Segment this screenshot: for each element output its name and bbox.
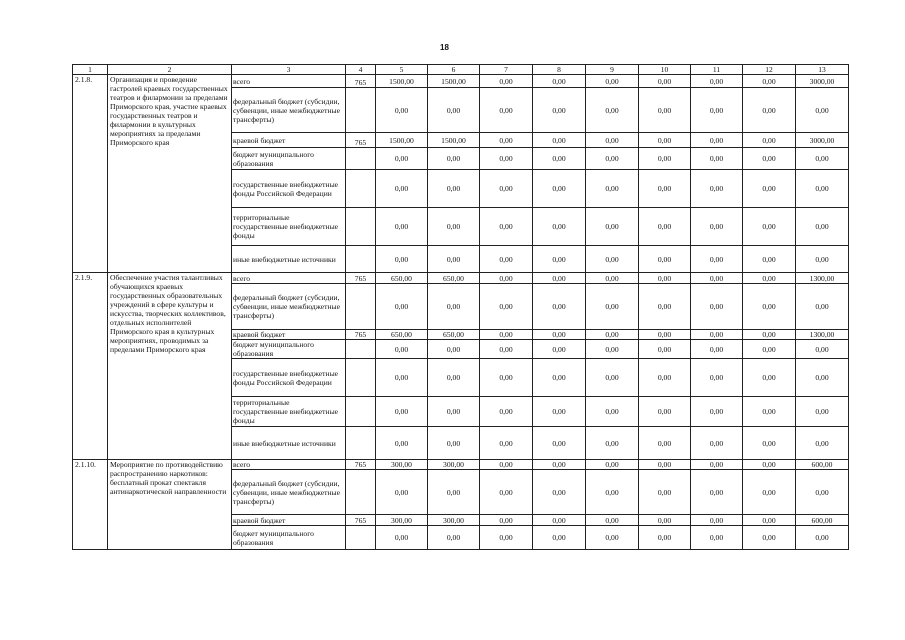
amount-cell: 0,00	[743, 460, 796, 470]
amount-cell: 600,00	[796, 515, 849, 526]
amount-cell: 1300,00	[796, 330, 849, 340]
amount-cell: 0,00	[533, 460, 586, 470]
amount-cell: 1500,00	[376, 133, 428, 148]
amount-cell: 0,00	[428, 470, 480, 515]
amount-cell: 0,00	[428, 284, 480, 330]
amount-cell: 0,00	[639, 133, 691, 148]
budget-code: 765	[346, 75, 376, 88]
funding-source: государственные внебюджетные фонды Российской Федерации	[232, 170, 346, 208]
amount-cell: 650,00	[376, 273, 428, 284]
amount-cell: 0,00	[376, 470, 428, 515]
amount-cell: 0,00	[691, 88, 743, 133]
amount-cell: 0,00	[743, 75, 796, 88]
budget-code	[346, 427, 376, 460]
funding-source: государственные внебюджетные фонды Российской Федерации	[232, 359, 346, 397]
amount-cell: 0,00	[586, 88, 639, 133]
amount-cell: 0,00	[533, 133, 586, 148]
amount-cell: 0,00	[796, 470, 849, 515]
amount-cell: 0,00	[796, 208, 849, 246]
funding-source: всего	[232, 273, 346, 284]
activity-name: Организация и проведение гастролей краевых государственных театров и филармонии за пределами Приморского края, участие краевых государственных театров и филармонии в культурных мероприятиях за пределами Приморского края	[108, 75, 232, 273]
amount-cell: 3000,00	[796, 133, 849, 148]
amount-cell: 0,00	[743, 397, 796, 427]
budget-code: 765	[346, 133, 376, 148]
amount-cell: 0,00	[586, 460, 639, 470]
amount-cell: 0,00	[639, 88, 691, 133]
amount-cell: 0,00	[533, 273, 586, 284]
budget-code: 765	[346, 460, 376, 470]
amount-cell: 0,00	[533, 359, 586, 397]
amount-cell: 0,00	[480, 208, 533, 246]
column-header: 3	[232, 65, 346, 75]
amount-cell: 0,00	[586, 330, 639, 340]
amount-cell: 0,00	[480, 515, 533, 526]
amount-cell: 0,00	[428, 359, 480, 397]
amount-cell: 0,00	[533, 427, 586, 460]
budget-code	[346, 397, 376, 427]
amount-cell: 0,00	[743, 427, 796, 460]
amount-cell: 0,00	[376, 340, 428, 359]
amount-cell: 0,00	[480, 88, 533, 133]
amount-cell: 0,00	[639, 75, 691, 88]
amount-cell: 0,00	[691, 526, 743, 550]
funding-source: федеральный бюджет (субсидии, субвенции, иные межбюджетные трансферты)	[232, 88, 346, 133]
amount-cell: 0,00	[639, 427, 691, 460]
amount-cell: 0,00	[480, 470, 533, 515]
amount-cell: 0,00	[743, 273, 796, 284]
header-row	[73, 65, 849, 75]
budget-code	[346, 526, 376, 550]
budget-code	[346, 208, 376, 246]
amount-cell: 0,00	[428, 427, 480, 460]
amount-cell: 0,00	[480, 526, 533, 550]
amount-cell: 0,00	[480, 359, 533, 397]
amount-cell: 650,00	[428, 330, 480, 340]
amount-cell: 0,00	[586, 515, 639, 526]
amount-cell: 0,00	[376, 88, 428, 133]
amount-cell: 0,00	[743, 208, 796, 246]
amount-cell: 0,00	[533, 88, 586, 133]
budget-code	[346, 470, 376, 515]
funding-source: федеральный бюджет (субсидии, субвенции, иные межбюджетные трансферты)	[232, 284, 346, 330]
budget-table	[72, 64, 849, 550]
amount-cell: 0,00	[691, 330, 743, 340]
amount-cell: 0,00	[586, 148, 639, 170]
amount-cell: 0,00	[428, 88, 480, 133]
budget-code	[346, 340, 376, 359]
amount-cell: 0,00	[743, 284, 796, 330]
amount-cell: 0,00	[691, 246, 743, 273]
amount-cell: 0,00	[376, 170, 428, 208]
amount-cell: 0,00	[639, 330, 691, 340]
amount-cell: 0,00	[376, 246, 428, 273]
amount-cell: 0,00	[691, 133, 743, 148]
amount-cell: 0,00	[428, 148, 480, 170]
amount-cell: 1500,00	[428, 133, 480, 148]
funding-source: федеральный бюджет (субсидии, субвенции, иные межбюджетные трансферты)	[232, 470, 346, 515]
amount-cell: 0,00	[796, 170, 849, 208]
amount-cell: 0,00	[428, 208, 480, 246]
amount-cell: 0,00	[586, 470, 639, 515]
amount-cell: 0,00	[691, 208, 743, 246]
amount-cell: 0,00	[480, 397, 533, 427]
amount-cell: 0,00	[376, 397, 428, 427]
amount-cell: 0,00	[586, 284, 639, 330]
amount-cell: 0,00	[428, 246, 480, 273]
amount-cell: 1500,00	[428, 75, 480, 88]
amount-cell: 650,00	[428, 273, 480, 284]
amount-cell: 0,00	[428, 526, 480, 550]
budget-code: 765	[346, 273, 376, 284]
table-row	[73, 460, 849, 470]
funding-source: всего	[232, 460, 346, 470]
amount-cell: 0,00	[743, 359, 796, 397]
budget-code	[346, 246, 376, 273]
amount-cell: 0,00	[639, 340, 691, 359]
amount-cell: 0,00	[639, 170, 691, 208]
amount-cell: 0,00	[480, 427, 533, 460]
amount-cell: 0,00	[639, 208, 691, 246]
amount-cell: 0,00	[480, 148, 533, 170]
row-number: 2.1.10.	[73, 460, 108, 550]
amount-cell: 0,00	[796, 88, 849, 133]
amount-cell: 0,00	[586, 273, 639, 284]
amount-cell: 0,00	[743, 515, 796, 526]
column-header: 4	[346, 65, 376, 75]
amount-cell: 0,00	[480, 170, 533, 208]
amount-cell: 300,00	[376, 515, 428, 526]
amount-cell: 0,00	[691, 427, 743, 460]
amount-cell: 0,00	[533, 148, 586, 170]
column-header: 10	[639, 65, 691, 75]
amount-cell: 0,00	[480, 273, 533, 284]
amount-cell: 0,00	[533, 340, 586, 359]
budget-code	[346, 359, 376, 397]
column-header: 11	[691, 65, 743, 75]
budget-code: 765	[346, 330, 376, 340]
amount-cell: 650,00	[376, 330, 428, 340]
amount-cell: 0,00	[480, 284, 533, 330]
row-number: 2.1.9.	[73, 273, 108, 460]
amount-cell: 0,00	[691, 515, 743, 526]
amount-cell: 0,00	[743, 526, 796, 550]
budget-code	[346, 148, 376, 170]
amount-cell: 0,00	[796, 246, 849, 273]
amount-cell: 0,00	[639, 246, 691, 273]
column-header: 6	[428, 65, 480, 75]
amount-cell: 0,00	[796, 397, 849, 427]
amount-cell: 0,00	[533, 246, 586, 273]
amount-cell: 0,00	[480, 460, 533, 470]
amount-cell: 0,00	[691, 284, 743, 330]
amount-cell: 0,00	[376, 359, 428, 397]
amount-cell: 300,00	[428, 515, 480, 526]
funding-source: иные внебюджетные источники	[232, 246, 346, 273]
amount-cell: 0,00	[796, 526, 849, 550]
amount-cell: 0,00	[376, 148, 428, 170]
amount-cell: 0,00	[639, 359, 691, 397]
amount-cell: 0,00	[586, 170, 639, 208]
page-number: 18	[440, 43, 449, 52]
amount-cell: 0,00	[796, 340, 849, 359]
amount-cell: 0,00	[586, 340, 639, 359]
amount-cell: 0,00	[480, 133, 533, 148]
budget-code	[346, 284, 376, 330]
amount-cell: 0,00	[743, 330, 796, 340]
amount-cell: 0,00	[691, 397, 743, 427]
column-header: 1	[73, 65, 108, 75]
amount-cell: 0,00	[480, 75, 533, 88]
amount-cell: 0,00	[428, 170, 480, 208]
funding-source: территориальные государственные внебюджетные фонды	[232, 208, 346, 246]
amount-cell: 0,00	[743, 470, 796, 515]
amount-cell: 1300,00	[796, 273, 849, 284]
amount-cell: 0,00	[533, 526, 586, 550]
column-header: 5	[376, 65, 428, 75]
amount-cell: 0,00	[639, 460, 691, 470]
amount-cell: 0,00	[533, 170, 586, 208]
table-row	[73, 273, 849, 284]
amount-cell: 0,00	[533, 470, 586, 515]
amount-cell: 0,00	[743, 246, 796, 273]
amount-cell: 0,00	[743, 88, 796, 133]
amount-cell: 0,00	[796, 148, 849, 170]
amount-cell: 300,00	[428, 460, 480, 470]
funding-source: иные внебюджетные источники	[232, 427, 346, 460]
amount-cell: 0,00	[533, 75, 586, 88]
amount-cell: 0,00	[796, 427, 849, 460]
amount-cell: 0,00	[428, 340, 480, 359]
amount-cell: 3000,00	[796, 75, 849, 88]
table-row	[73, 75, 849, 88]
funding-source: бюджет муниципального образования	[232, 148, 346, 170]
amount-cell: 0,00	[743, 133, 796, 148]
column-header: 9	[586, 65, 639, 75]
funding-source: краевой бюджет	[232, 330, 346, 340]
amount-cell: 0,00	[639, 515, 691, 526]
amount-cell: 0,00	[586, 526, 639, 550]
amount-cell: 0,00	[480, 246, 533, 273]
amount-cell: 0,00	[691, 148, 743, 170]
amount-cell: 0,00	[586, 397, 639, 427]
amount-cell: 0,00	[586, 208, 639, 246]
amount-cell: 0,00	[586, 427, 639, 460]
amount-cell: 0,00	[376, 526, 428, 550]
amount-cell: 600,00	[796, 460, 849, 470]
amount-cell: 0,00	[586, 75, 639, 88]
amount-cell: 0,00	[376, 208, 428, 246]
amount-cell: 0,00	[639, 470, 691, 515]
activity-name: Мероприятие по противодействию распространению наркотиков: бесплатный прокат спектакля антинаркотической направленности	[108, 460, 232, 550]
row-number: 2.1.8.	[73, 75, 108, 273]
amount-cell: 0,00	[586, 133, 639, 148]
activity-name: Обеспечение участия талантливых обучающихся краевых государственных образовательных учреждений в сфере культуры и искусства, творческих коллективов, отдельных исполнителей Приморского края в культурных мероприятиях, проводимых за пределами Приморского края	[108, 273, 232, 460]
budget-code	[346, 170, 376, 208]
amount-cell: 0,00	[743, 148, 796, 170]
amount-cell: 0,00	[691, 170, 743, 208]
amount-cell: 0,00	[639, 284, 691, 330]
amount-cell: 0,00	[743, 170, 796, 208]
amount-cell: 0,00	[480, 340, 533, 359]
column-header: 8	[533, 65, 586, 75]
amount-cell: 0,00	[639, 148, 691, 170]
column-header: 7	[480, 65, 533, 75]
funding-source: бюджет муниципального образования	[232, 340, 346, 359]
amount-cell: 0,00	[691, 340, 743, 359]
funding-source: всего	[232, 75, 346, 88]
amount-cell: 0,00	[533, 397, 586, 427]
amount-cell: 0,00	[796, 284, 849, 330]
column-header: 2	[108, 65, 232, 75]
funding-source: территориальные государственные внебюджетные фонды	[232, 397, 346, 427]
amount-cell: 1500,00	[376, 75, 428, 88]
amount-cell: 0,00	[533, 208, 586, 246]
amount-cell: 0,00	[639, 397, 691, 427]
amount-cell: 0,00	[691, 460, 743, 470]
amount-cell: 0,00	[586, 246, 639, 273]
amount-cell: 0,00	[428, 397, 480, 427]
budget-code	[346, 88, 376, 133]
amount-cell: 0,00	[533, 330, 586, 340]
amount-cell: 0,00	[796, 359, 849, 397]
column-header: 12	[743, 65, 796, 75]
amount-cell: 0,00	[639, 273, 691, 284]
budget-code: 765	[346, 515, 376, 526]
amount-cell: 0,00	[533, 515, 586, 526]
amount-cell: 300,00	[376, 460, 428, 470]
amount-cell: 0,00	[691, 75, 743, 88]
amount-cell: 0,00	[480, 330, 533, 340]
column-header: 13	[796, 65, 849, 75]
amount-cell: 0,00	[743, 340, 796, 359]
funding-source: краевой бюджет	[232, 133, 346, 148]
funding-source: бюджет муниципального образования	[232, 526, 346, 550]
amount-cell: 0,00	[376, 284, 428, 330]
amount-cell: 0,00	[533, 284, 586, 330]
amount-cell: 0,00	[376, 427, 428, 460]
funding-source: краевой бюджет	[232, 515, 346, 526]
amount-cell: 0,00	[691, 359, 743, 397]
amount-cell: 0,00	[691, 470, 743, 515]
amount-cell: 0,00	[691, 273, 743, 284]
amount-cell: 0,00	[639, 526, 691, 550]
amount-cell: 0,00	[586, 359, 639, 397]
